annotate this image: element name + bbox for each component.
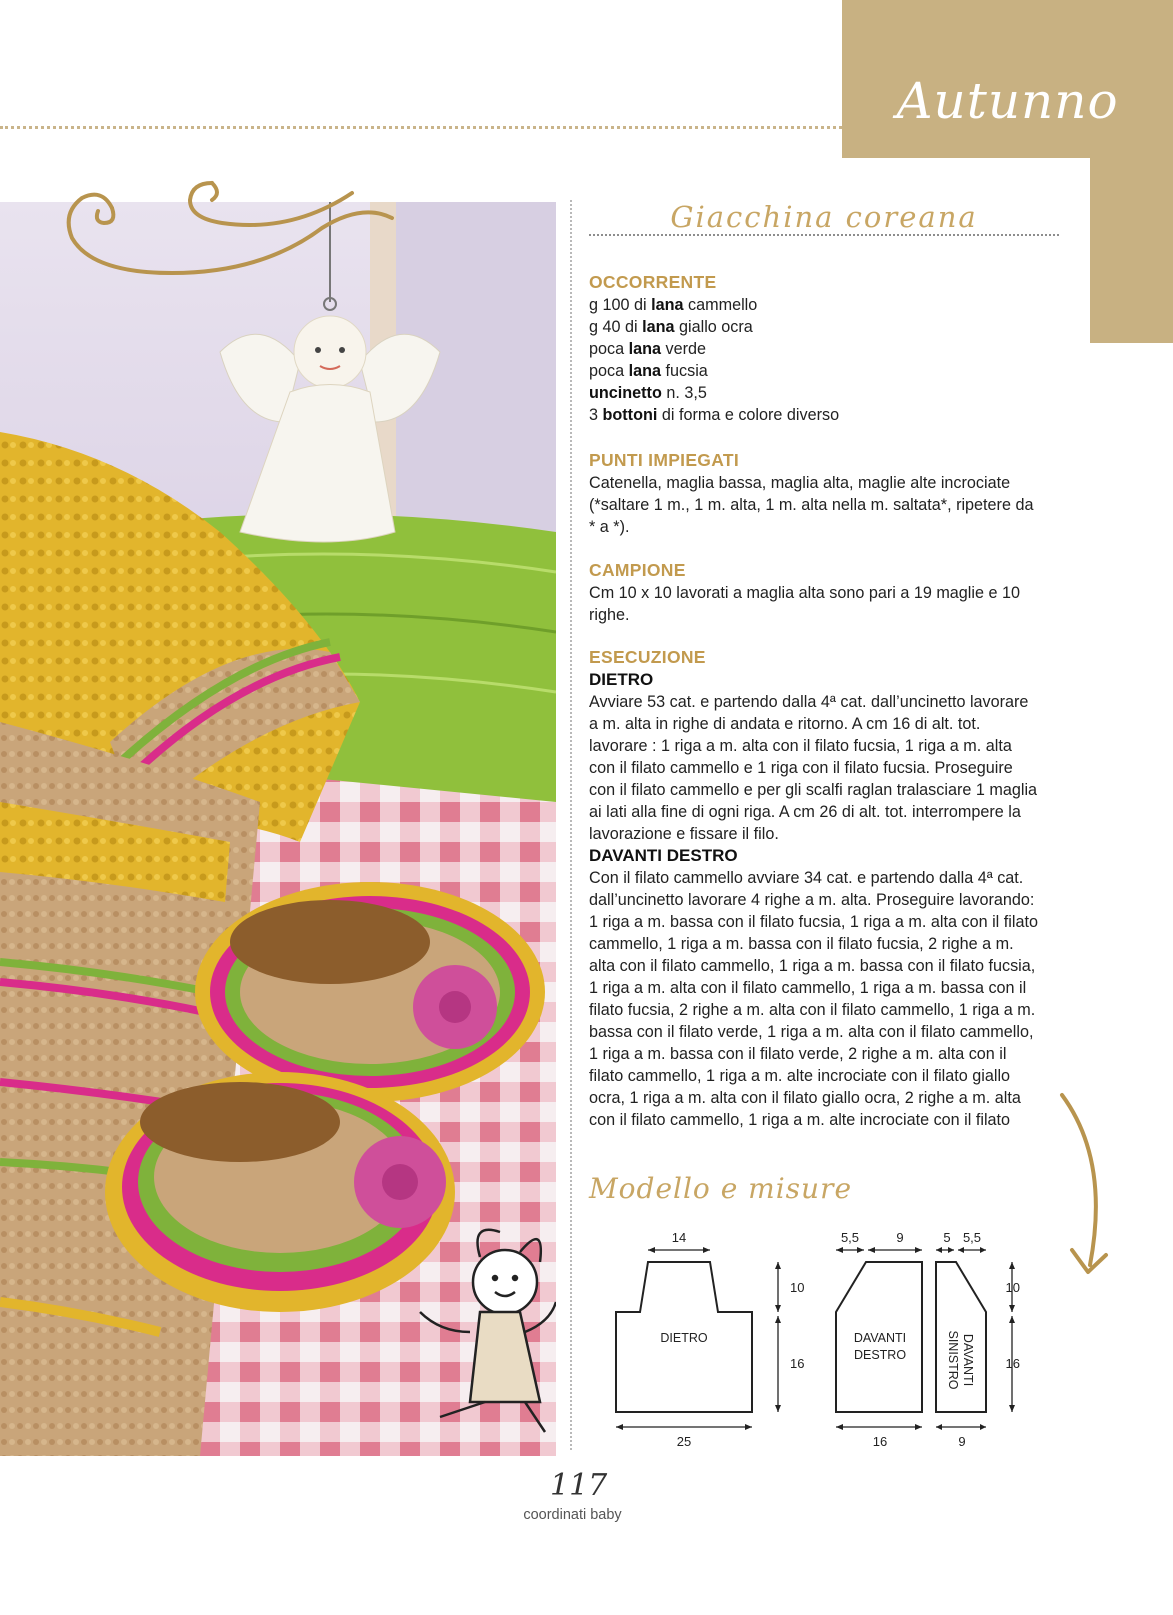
materials-item: poca lana verde (589, 340, 707, 358)
dim-dietro-upper: 10 (790, 1280, 805, 1295)
dim-dietro-lower: 16 (790, 1356, 805, 1371)
dim-sinistro-top-a: 5 (943, 1230, 951, 1245)
dim-sinistro-lower: 16 (1005, 1356, 1020, 1371)
label-sinistro-1: DAVANTI (961, 1333, 975, 1387)
section-heading-campione: CAMPIONE (589, 560, 686, 580)
label-destro-1: DAVANTI (853, 1331, 907, 1345)
dim-sinistro-bottom: 9 (958, 1434, 966, 1449)
swirl-ornament-icon (62, 178, 412, 288)
dim-destro-bottom: 16 (872, 1434, 888, 1449)
continue-arrow-icon (1050, 1090, 1120, 1290)
davanti-destro-paragraph: Con il filato cammello avviare 34 cat. e partendo dalla 4ª cat. dall’uncinetto lavorare 4 righe a m. alta. Proseguire lavorando: 1 riga a m. bassa con il filato fucsia, 1 riga a m. alta con il filato cammello, 1 riga a m. bassa con il filato fucsia, 2 righe a m. alta con il filato cammello, 1 riga a m. bassa con il filato fucsia, 1 riga a m. alta con il filato cammello, 1 riga a m. bassa con il filato fucsia, 2 righe a m. alta con il filato cammello, 1 riga a m. bassa con il filato verde, 1 riga a m. alta con il filato cammello, 1 riga a m. bassa con il filato verde, 2 righe a m. alta con il filato cammello, 1 riga a m. alte incrociate con il filato giallo ocra, 1 riga a m. alta con il filato giallo ocra, 2 righe a m. alta con il filato cammello, 1 riga a m. alte incrociate con il filato (589, 869, 1038, 1129)
subheading-davanti-destro: DAVANTI DESTRO (589, 846, 738, 865)
page-number: 117 (550, 1468, 608, 1503)
stitches-paragraph: Catenella, maglia bassa, maglia alta, maglie alte incrociate (*saltare 1 m., 1 m. alta, 1 m. alta nella m. saltata*, ripetere da * a *). (589, 474, 1034, 536)
article-title: Giacchina coreana (670, 200, 978, 234)
label-dietro: DIETRO (660, 1331, 708, 1345)
materials-item: g 100 di lana cammello (589, 296, 758, 314)
materials-item: uncinetto n. 3,5 (589, 384, 707, 402)
materials-item: 3 bottoni di forma e colore diverso (589, 406, 840, 424)
footer-caption: coordinati baby (523, 1507, 622, 1523)
dim-sinistro-upper: 10 (1005, 1280, 1020, 1295)
label-sinistro-2: SINISTRO (946, 1330, 960, 1390)
dietro-paragraph: Avviare 53 cat. e partendo dalla 4ª cat. dall’uncinetto lavorare a m. alta in righe di andata e ritorno. A cm 16 di alt. tot. lavorare : 1 riga a m. alta con il filato fucsia, 1 riga a m. alta con il filato cammello e 1 riga con il filato fucsia. Proseguire con il filato cammello e per gli scalfi raglan tralasciare 1 maglia ai lati alla fine di ogni riga. A cm 26 di alt. tot. interrompere la lavorazione e fissare il filo. (589, 693, 1038, 843)
materials-item: g 40 di lana giallo ocra (589, 318, 753, 336)
dim-destro-top-a: 5,5 (840, 1230, 860, 1245)
dim-dietro-top: 14 (671, 1230, 687, 1245)
dim-sinistro-top-b: 5,5 (962, 1230, 982, 1245)
pattern-schematic (600, 1220, 1020, 1450)
section-heading-punti: PUNTI IMPIEGATI (589, 450, 740, 470)
season-banner (842, 0, 1173, 158)
subheading-dietro: DIETRO (589, 670, 654, 689)
title-dotted-rule (589, 234, 1059, 236)
section-heading-occorrente: OCCORRENTE (589, 272, 717, 292)
dim-destro-top-b: 9 (896, 1230, 904, 1245)
section-heading-esecuzione: ESECUZIONE (589, 647, 706, 667)
label-destro-2: DESTRO (853, 1348, 907, 1362)
materials-list (589, 294, 1067, 426)
column-divider (570, 200, 572, 1450)
materials-item: poca lana fucsia (589, 362, 708, 380)
side-tab (1090, 158, 1173, 343)
season-label: Autunno (896, 72, 1119, 130)
product-photo (0, 202, 556, 1456)
davanti-sinistro-piece (936, 1262, 986, 1412)
model-title: Modello e misure (589, 1172, 853, 1205)
gauge-paragraph: Cm 10 x 10 lavorati a maglia alta sono pari a 19 maglie e 10 righe. (589, 584, 1021, 624)
dim-dietro-bottom: 25 (676, 1434, 692, 1449)
header-dotted-rule (0, 126, 842, 129)
